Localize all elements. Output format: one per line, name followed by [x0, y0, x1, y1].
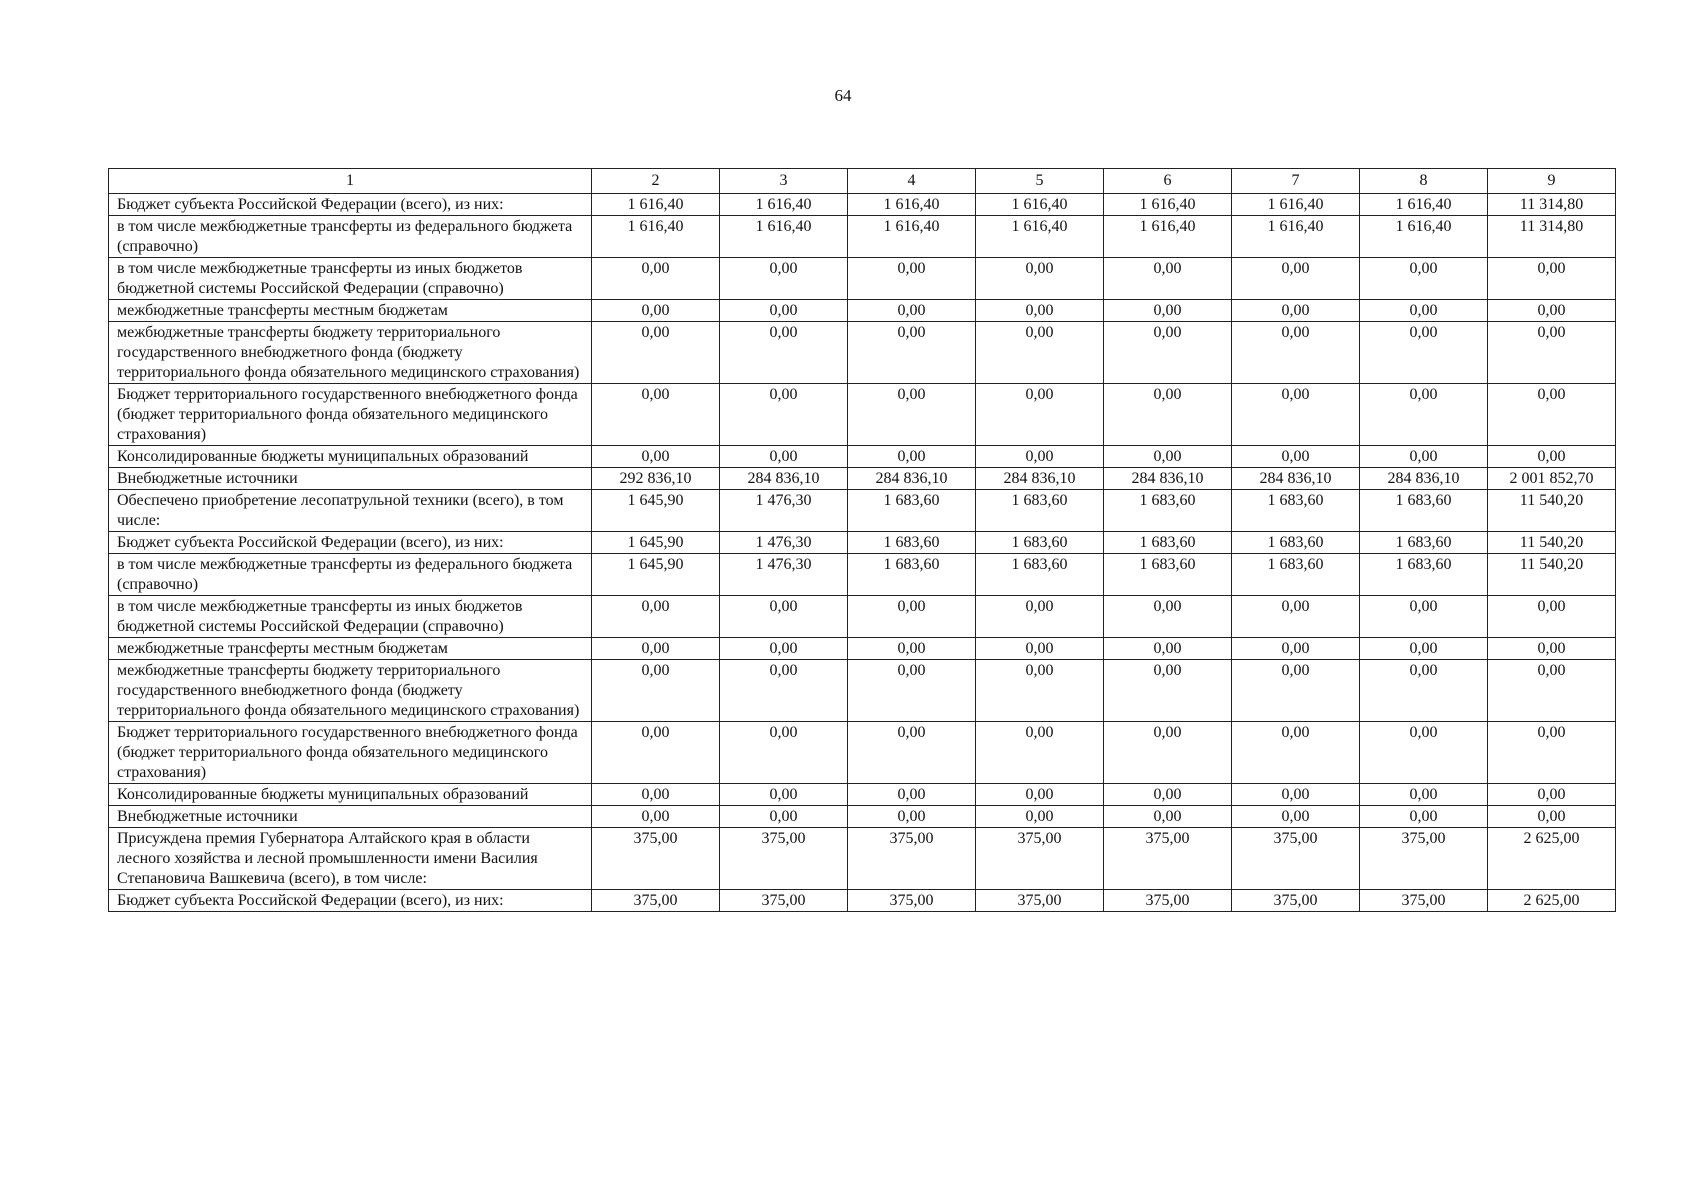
value-cell: 0,00: [720, 322, 848, 384]
value-cell: 375,00: [976, 890, 1104, 912]
column-header: 5: [976, 169, 1104, 194]
row-label: Бюджет территориального государственного внебюджетного фонда (бюджет территориального фонда обязательного медицинского страхования): [109, 384, 592, 446]
value-cell: 0,00: [1232, 300, 1360, 322]
value-cell: 0,00: [848, 446, 976, 468]
column-header: 3: [720, 169, 848, 194]
value-cell: 1 616,40: [1104, 216, 1232, 258]
value-cell: 292 836,10: [592, 468, 720, 490]
value-cell: 1 683,60: [1360, 490, 1488, 532]
value-cell: 0,00: [1104, 300, 1232, 322]
table-row: [109, 532, 1616, 554]
table-row: [109, 468, 1616, 490]
value-cell: 1 645,90: [592, 554, 720, 596]
value-cell: 0,00: [1488, 300, 1616, 322]
value-cell: 0,00: [1104, 638, 1232, 660]
value-cell: 0,00: [1488, 384, 1616, 446]
value-cell: 0,00: [592, 784, 720, 806]
value-cell: 0,00: [1232, 258, 1360, 300]
value-cell: 1 476,30: [720, 490, 848, 532]
value-cell: 1 645,90: [592, 532, 720, 554]
value-cell: 1 683,60: [976, 490, 1104, 532]
table-row: [109, 384, 1616, 446]
value-cell: 0,00: [1360, 784, 1488, 806]
row-label: межбюджетные трансферты бюджету территориального государственного внебюджетного фонда (бюджету территориального фонда обязательного медицинского страхования): [109, 322, 592, 384]
value-cell: 1 683,60: [976, 554, 1104, 596]
column-header: 8: [1360, 169, 1488, 194]
value-cell: 0,00: [976, 784, 1104, 806]
value-cell: 0,00: [848, 784, 976, 806]
value-cell: 11 314,80: [1488, 216, 1616, 258]
row-label: Внебюджетные источники: [109, 468, 592, 490]
value-cell: 0,00: [720, 638, 848, 660]
value-cell: 0,00: [1360, 322, 1488, 384]
value-cell: 0,00: [592, 446, 720, 468]
value-cell: 0,00: [976, 806, 1104, 828]
value-cell: 0,00: [976, 596, 1104, 638]
table-row: [109, 806, 1616, 828]
value-cell: 0,00: [1232, 384, 1360, 446]
value-cell: 1 683,60: [1104, 532, 1232, 554]
value-cell: 0,00: [1232, 322, 1360, 384]
value-cell: 11 540,20: [1488, 554, 1616, 596]
value-cell: 1 616,40: [976, 194, 1104, 216]
value-cell: 1 683,60: [848, 554, 976, 596]
value-cell: 375,00: [1104, 890, 1232, 912]
value-cell: 0,00: [1488, 446, 1616, 468]
value-cell: 284 836,10: [1232, 468, 1360, 490]
value-cell: 375,00: [592, 890, 720, 912]
table-row: [109, 322, 1616, 384]
value-cell: 0,00: [720, 660, 848, 722]
value-cell: 284 836,10: [848, 468, 976, 490]
table-row: [109, 890, 1616, 912]
column-header: 4: [848, 169, 976, 194]
value-cell: 1 616,40: [848, 194, 976, 216]
row-label: Бюджет субъекта Российской Федерации (всего), из них:: [109, 890, 592, 912]
value-cell: 0,00: [848, 258, 976, 300]
column-header: 9: [1488, 169, 1616, 194]
value-cell: 0,00: [1488, 638, 1616, 660]
value-cell: 1 683,60: [1104, 554, 1232, 596]
row-label: в том числе межбюджетные трансферты из федерального бюджета (справочно): [109, 554, 592, 596]
value-cell: 0,00: [1232, 806, 1360, 828]
value-cell: 1 683,60: [1232, 554, 1360, 596]
table-row: [109, 660, 1616, 722]
row-label: межбюджетные трансферты местным бюджетам: [109, 638, 592, 660]
value-cell: 375,00: [1232, 828, 1360, 890]
column-header: 6: [1104, 169, 1232, 194]
value-cell: 0,00: [1104, 258, 1232, 300]
value-cell: 1 616,40: [720, 194, 848, 216]
value-cell: 0,00: [1360, 638, 1488, 660]
value-cell: 375,00: [720, 828, 848, 890]
value-cell: 1 645,90: [592, 490, 720, 532]
value-cell: 0,00: [592, 638, 720, 660]
value-cell: 0,00: [1104, 322, 1232, 384]
value-cell: 0,00: [1488, 660, 1616, 722]
value-cell: 0,00: [1360, 660, 1488, 722]
value-cell: 0,00: [976, 446, 1104, 468]
value-cell: 1 683,60: [1232, 532, 1360, 554]
value-cell: 0,00: [1488, 322, 1616, 384]
value-cell: 0,00: [592, 322, 720, 384]
value-cell: 0,00: [976, 258, 1104, 300]
value-cell: 0,00: [1104, 446, 1232, 468]
row-label: Присуждена премия Губернатора Алтайского края в области лесного хозяйства и лесной промышленности имени Василия Степановича Вашкевича (всего), в том числе:: [109, 828, 592, 890]
value-cell: 0,00: [1104, 722, 1232, 784]
table-body: [109, 194, 1616, 912]
row-label: Консолидированные бюджеты муниципальных образований: [109, 446, 592, 468]
row-label: в том числе межбюджетные трансферты из иных бюджетов бюджетной системы Российской Федерации (справочно): [109, 596, 592, 638]
value-cell: 1 616,40: [848, 216, 976, 258]
table-row: [109, 638, 1616, 660]
table-row: [109, 194, 1616, 216]
table-row: [109, 216, 1616, 258]
value-cell: 0,00: [1488, 722, 1616, 784]
row-label: в том числе межбюджетные трансферты из федерального бюджета (справочно): [109, 216, 592, 258]
value-cell: 0,00: [720, 806, 848, 828]
value-cell: 1 683,60: [1104, 490, 1232, 532]
value-cell: 1 616,40: [592, 194, 720, 216]
value-cell: 0,00: [720, 446, 848, 468]
value-cell: 0,00: [720, 784, 848, 806]
value-cell: 0,00: [976, 384, 1104, 446]
value-cell: 1 683,60: [976, 532, 1104, 554]
value-cell: 0,00: [592, 300, 720, 322]
table-row: [109, 258, 1616, 300]
value-cell: 2 625,00: [1488, 828, 1616, 890]
value-cell: 0,00: [1360, 446, 1488, 468]
column-header: 2: [592, 169, 720, 194]
value-cell: 0,00: [592, 722, 720, 784]
value-cell: 0,00: [848, 596, 976, 638]
value-cell: 1 476,30: [720, 532, 848, 554]
value-cell: 0,00: [976, 638, 1104, 660]
value-cell: 0,00: [976, 322, 1104, 384]
value-cell: 1 683,60: [1360, 554, 1488, 596]
value-cell: 0,00: [848, 384, 976, 446]
value-cell: 0,00: [1232, 638, 1360, 660]
value-cell: 0,00: [1488, 596, 1616, 638]
value-cell: 375,00: [1232, 890, 1360, 912]
column-header: 7: [1232, 169, 1360, 194]
row-label: Бюджет субъекта Российской Федерации (всего), из них:: [109, 532, 592, 554]
value-cell: 375,00: [592, 828, 720, 890]
row-label: Бюджет территориального государственного внебюджетного фонда (бюджет территориального фонда обязательного медицинского страхования): [109, 722, 592, 784]
value-cell: 1 616,40: [592, 216, 720, 258]
value-cell: 0,00: [1232, 722, 1360, 784]
value-cell: 284 836,10: [720, 468, 848, 490]
row-label: Внебюджетные источники: [109, 806, 592, 828]
value-cell: 1 616,40: [976, 216, 1104, 258]
value-cell: 375,00: [720, 890, 848, 912]
value-cell: 0,00: [1104, 784, 1232, 806]
table-row: [109, 596, 1616, 638]
value-cell: 0,00: [592, 258, 720, 300]
value-cell: 375,00: [848, 828, 976, 890]
value-cell: 375,00: [1360, 828, 1488, 890]
value-cell: 0,00: [592, 384, 720, 446]
value-cell: 1 683,60: [848, 490, 976, 532]
value-cell: 11 314,80: [1488, 194, 1616, 216]
table-row: [109, 446, 1616, 468]
value-cell: 284 836,10: [1360, 468, 1488, 490]
table-row: [109, 828, 1616, 890]
value-cell: 0,00: [1488, 784, 1616, 806]
value-cell: 0,00: [592, 596, 720, 638]
value-cell: 2 001 852,70: [1488, 468, 1616, 490]
value-cell: 284 836,10: [976, 468, 1104, 490]
value-cell: 375,00: [1360, 890, 1488, 912]
value-cell: 0,00: [720, 258, 848, 300]
value-cell: 0,00: [976, 660, 1104, 722]
value-cell: 0,00: [1232, 784, 1360, 806]
value-cell: 0,00: [1104, 660, 1232, 722]
value-cell: 0,00: [720, 722, 848, 784]
value-cell: 1 616,40: [1104, 194, 1232, 216]
value-cell: 1 683,60: [848, 532, 976, 554]
row-label: межбюджетные трансферты бюджету территориального государственного внебюджетного фонда (бюджету территориального фонда обязательного медицинского страхования): [109, 660, 592, 722]
value-cell: 1 616,40: [1360, 194, 1488, 216]
value-cell: 0,00: [1360, 596, 1488, 638]
table-row: [109, 490, 1616, 532]
value-cell: 375,00: [976, 828, 1104, 890]
value-cell: 0,00: [592, 660, 720, 722]
value-cell: 1 616,40: [1360, 216, 1488, 258]
value-cell: 284 836,10: [1104, 468, 1232, 490]
value-cell: 375,00: [848, 890, 976, 912]
page-number: 64: [834, 86, 852, 105]
value-cell: 0,00: [1360, 384, 1488, 446]
value-cell: 0,00: [1488, 806, 1616, 828]
value-cell: 0,00: [1104, 384, 1232, 446]
table-row: [109, 784, 1616, 806]
value-cell: 0,00: [720, 300, 848, 322]
value-cell: 1 616,40: [1232, 194, 1360, 216]
value-cell: 0,00: [976, 722, 1104, 784]
value-cell: 0,00: [1104, 596, 1232, 638]
table-row: [109, 554, 1616, 596]
value-cell: 0,00: [1104, 806, 1232, 828]
column-header: 1: [109, 169, 592, 194]
value-cell: 0,00: [1360, 806, 1488, 828]
value-cell: 0,00: [848, 322, 976, 384]
value-cell: 0,00: [848, 638, 976, 660]
row-label: Обеспечено приобретение лесопатрульной техники (всего), в том числе:: [109, 490, 592, 532]
value-cell: 0,00: [1360, 300, 1488, 322]
value-cell: 0,00: [1360, 258, 1488, 300]
value-cell: 1 683,60: [1232, 490, 1360, 532]
value-cell: 0,00: [848, 722, 976, 784]
row-label: Консолидированные бюджеты муниципальных образований: [109, 784, 592, 806]
table-row: [109, 722, 1616, 784]
value-cell: 2 625,00: [1488, 890, 1616, 912]
value-cell: 0,00: [720, 384, 848, 446]
value-cell: 375,00: [1104, 828, 1232, 890]
value-cell: 11 540,20: [1488, 490, 1616, 532]
value-cell: 1 683,60: [1360, 532, 1488, 554]
value-cell: 1 616,40: [720, 216, 848, 258]
value-cell: 0,00: [848, 660, 976, 722]
value-cell: 0,00: [592, 806, 720, 828]
value-cell: 0,00: [1488, 258, 1616, 300]
value-cell: 0,00: [1360, 722, 1488, 784]
table-row: [109, 300, 1616, 322]
row-label: межбюджетные трансферты местным бюджетам: [109, 300, 592, 322]
value-cell: 0,00: [1232, 596, 1360, 638]
value-cell: 0,00: [848, 300, 976, 322]
value-cell: 0,00: [1232, 660, 1360, 722]
value-cell: 1 616,40: [1232, 216, 1360, 258]
row-label: Бюджет субъекта Российской Федерации (всего), из них:: [109, 194, 592, 216]
table-header-row: [109, 169, 1616, 194]
value-cell: 0,00: [848, 806, 976, 828]
row-label: в том числе межбюджетные трансферты из иных бюджетов бюджетной системы Российской Федерации (справочно): [109, 258, 592, 300]
value-cell: 0,00: [720, 596, 848, 638]
budget-table: [108, 168, 1616, 912]
value-cell: 0,00: [1232, 446, 1360, 468]
value-cell: 11 540,20: [1488, 532, 1616, 554]
value-cell: 0,00: [976, 300, 1104, 322]
value-cell: 1 476,30: [720, 554, 848, 596]
